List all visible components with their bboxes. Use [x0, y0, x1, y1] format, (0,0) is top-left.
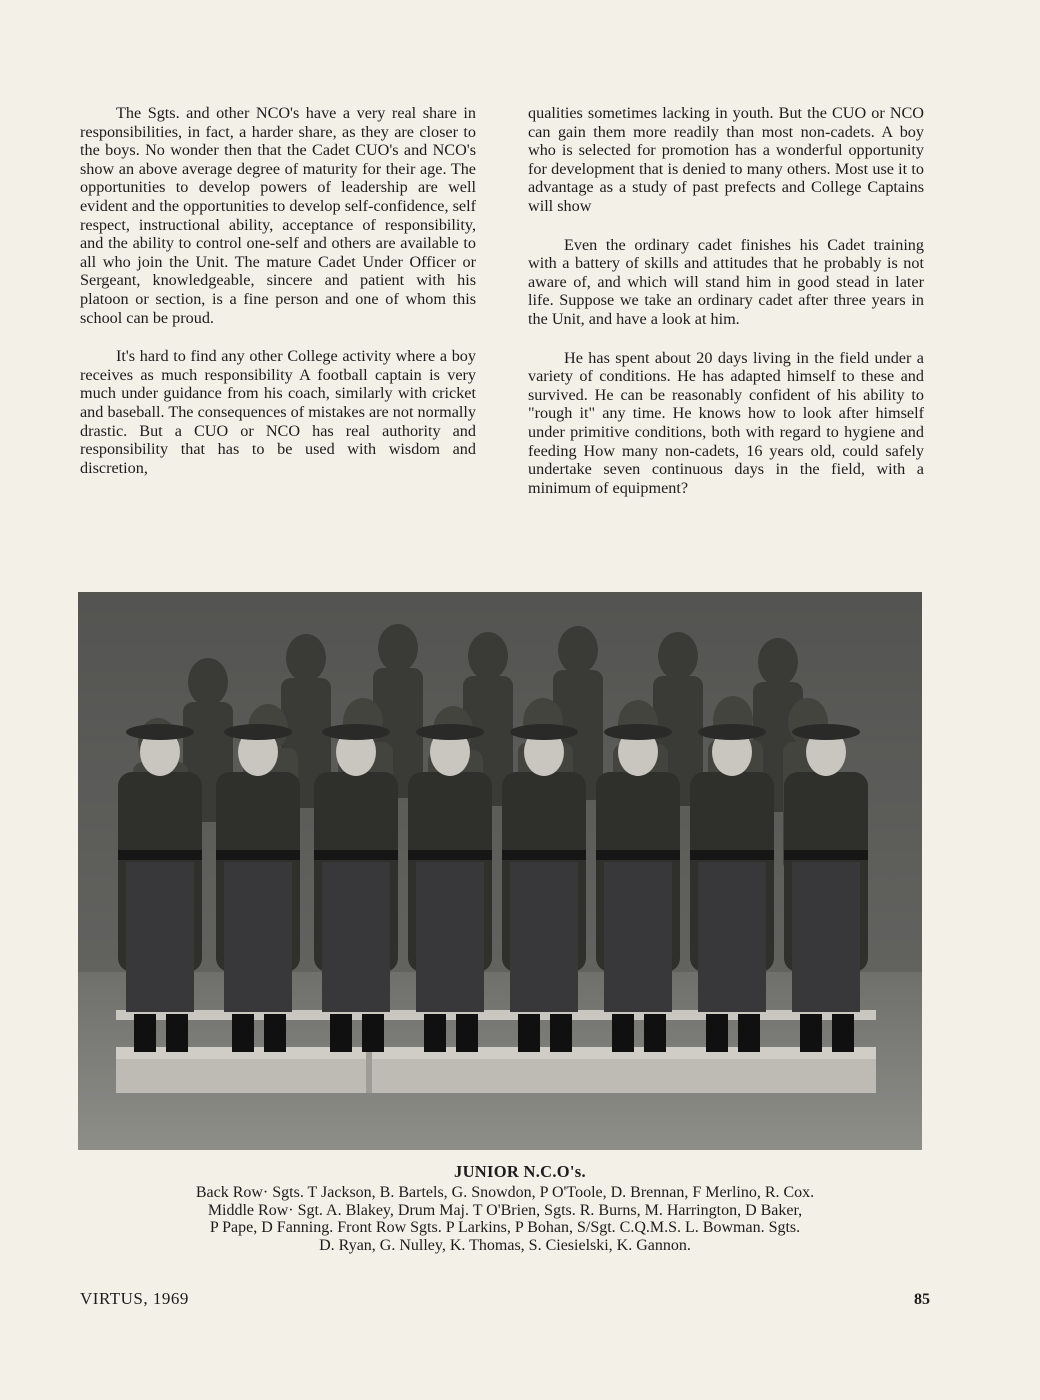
publication-footer: VIRTUS, 1969	[80, 1289, 189, 1308]
caption-line: D. Ryan, G. Nulley, K. Thomas, S. Ciesielski, K. Gannon.	[319, 1236, 691, 1254]
paragraph: Even the ordinary cadet finishes his Cadet training with a battery of skills and attitudes that he probably is not aware of, and which will stand him in good stead in later life. Suppose we take an ordinary cadet after three years in the Unit, and have a look at him.	[528, 235, 924, 328]
photo-caption-title: JUNIOR N.C.O's.	[454, 1162, 586, 1181]
article-left-column	[80, 104, 476, 497]
paragraph: It's hard to find any other College activity where a boy receives as much responsibility A football captain is very much under guidance from his coach, similarly with cricket and baseball. The consequences of mistakes are not normally drastic. But a CUO or NCO has real authority and responsibility that has to be used with wisdom and discretion,	[80, 347, 476, 477]
caption-line: Middle Row· Sgt. A. Blakey, Drum Maj. T O'Brien, Sgts. R. Burns, M. Harrington, D Baker,	[207, 1201, 803, 1219]
paragraph: The Sgts. and other NCO's have a very real share in responsibilities, in fact, a harder share, as they are closer to the boys. No wonder then that the Cadet CUO's and NCO's show an above average degree of maturity for their age. The opportunities to develop powers of leadership are well evident and the opportunities to develop self-confidence, self respect, instructional ability, acceptance of responsibility, and the ability to control one-self and others are available to all who join the Unit. The mature Cadet Under Officer or Sergeant, knowledgeable, sincere and patient with his platoon or section, is a fine person and one of whom this school can be proud.	[80, 104, 476, 327]
paragraph: qualities sometimes lacking in youth. But the CUO or NCO can gain them more readily than most non-cadets. A boy who is selected for promotion has a wonderful opportunity for development that is denied to many others. Most use it to advantage as a study of past prefects and College Captains will show	[528, 104, 924, 215]
caption-line: P Pape, D Fanning. Front Row Sgts. P Larkins, P Bohan, S/Sgt. C.Q.M.S. L. Bowman. Sgts.	[209, 1219, 801, 1237]
article-right-column	[528, 104, 924, 517]
group-photo	[78, 592, 922, 1150]
photo-caption	[80, 1184, 930, 1254]
page-number: 85	[914, 1291, 930, 1308]
caption-line: Back Row· Sgts. T Jackson, B. Bartels, G. Snowdon, P O'Toole, D. Brennan, F Merlino, R. Cox.	[195, 1184, 815, 1201]
paragraph: He has spent about 20 days living in the field under a variety of conditions. He has adapted himself to these and survived. He can be reasonably confident of his ability to "rough it" any time. He knows how to look after himself under primitive conditions, both with regard to hygiene and feeding How many non-cadets, 16 years old, could safely undertake seven continuous days in the field, with a minimum of equipment?	[528, 348, 924, 497]
